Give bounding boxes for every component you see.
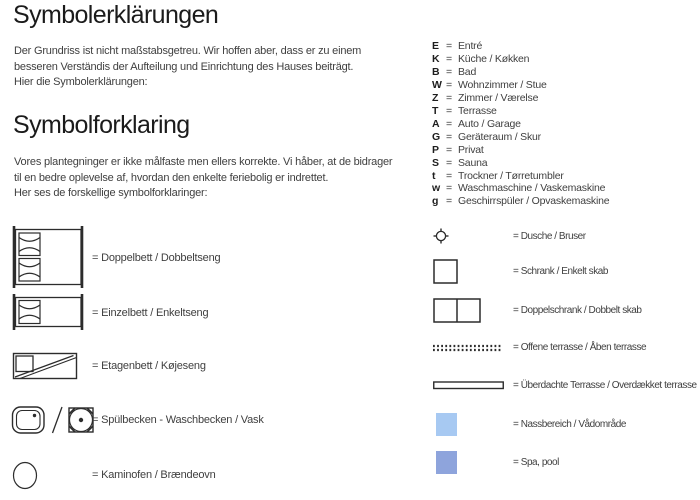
shower-icon [433,228,449,244]
wet-area-label: = Nassbereich / Vådområde [513,419,626,430]
german-line-1: Der Grundriss ist nicht maßstabsgetreu. Wir hoffen aber, dass er zu einem [14,45,362,57]
equals-sign: = [446,91,453,104]
code-row [432,40,609,53]
equals-sign: = [446,182,453,195]
danish-line-1: Vores plantegninger er ikke målfaste men ellers korrekte. Vi håber, at de bidrager [14,156,393,168]
german-paragraph [14,44,361,91]
code-desc: Privat [458,143,484,156]
room-code-list [432,40,609,208]
covered-terrace-icon [433,381,504,390]
sink-basin-icon [11,405,97,435]
code-desc: Wohnzimmer / Stue [458,78,547,91]
code-desc: Waschmaschine / Vaskemaskine [458,182,606,195]
equals-sign: = [446,156,453,169]
equals-sign: = [446,169,453,182]
code-row [432,53,609,66]
code-letter: S [432,156,440,169]
code-letter: Z [432,91,439,104]
code-letter: K [432,52,440,65]
equals-sign: = [446,104,453,117]
single-bed-icon [11,293,85,331]
double-bed-icon [11,225,85,289]
code-desc: Geschirrspüler / Opvaskemaskine [458,195,610,208]
code-desc: Küche / Køkken [458,52,530,65]
sink-basin-label: = Spülbecken - Waschbecken / Vask [92,414,264,426]
code-letter: B [432,65,440,78]
wood-stove-icon [12,461,39,490]
code-row [432,92,609,105]
code-letter: G [432,130,441,143]
code-desc: Terrasse [458,104,497,117]
equals-sign: = [446,143,453,156]
code-desc: Entré [458,40,483,52]
equals-sign: = [446,65,453,78]
german-line-3: Hier die Symbolerklärungen: [14,76,148,88]
code-letter: A [432,117,440,130]
code-row [432,105,609,118]
spa-pool-swatch [436,451,457,474]
code-desc: Geräteraum / Skur [458,130,541,143]
equals-sign: = [446,195,453,208]
code-letter: g [432,195,439,208]
single-cabinet-icon [433,259,458,284]
code-row [432,144,609,157]
open-terrace-label: = Offene terrasse / Åben terrasse [513,342,647,353]
code-row [432,79,609,92]
bunk-bed-icon [12,352,78,380]
wet-area-swatch [436,413,457,436]
code-desc: Zimmer / Værelse [458,91,539,104]
code-desc: Bad [458,65,477,78]
danish-line-2: til en bedre oplevelse af, hvordan den enkelte feriebolig er indrettet. [14,171,329,184]
code-row [432,131,609,144]
double-cabinet-icon [433,298,481,323]
code-letter: t [432,169,436,182]
code-letter: P [432,143,440,156]
covered-terrace-label: = Überdachte Terrasse / Overdækket terrasse [513,380,697,391]
spa-pool-label: = Spa, pool [513,457,559,468]
code-row [432,157,609,170]
code-desc: Trockner / Tørretumbler [458,169,564,182]
code-desc: Sauna [458,156,488,169]
double-bed-label: = Doppelbett / Dobbeltseng [92,252,221,264]
code-row [432,170,609,183]
equals-sign: = [446,78,453,91]
wood-stove-label: = Kaminofen / Brændeovn [92,469,216,481]
code-letter: w [432,182,441,195]
double-cabinet-label: = Doppelschrank / Dobbelt skab [513,305,642,316]
single-bed-label: = Einzelbett / Enkeltseng [92,307,209,319]
code-letter: E [432,40,440,52]
single-cabinet-label: = Schrank / Enkelt skab [513,266,608,277]
danish-title: Symbolforklaring [13,111,190,139]
equals-sign: = [446,117,453,130]
bunk-bed-label: = Etagenbett / Køjeseng [92,360,206,372]
equals-sign: = [446,130,453,143]
equals-sign: = [446,52,453,65]
code-letter: T [432,104,439,117]
german-line-2: besseren Verständis der Aufteilung und Einrichtung des Hauses beiträgt. [14,60,354,73]
equals-sign: = [446,40,453,52]
code-row [432,195,609,208]
open-terrace-icon [433,344,502,352]
code-row [432,182,609,195]
danish-line-3: Her ses de forskellige symbolforklaringer: [14,187,208,199]
german-title: Symbolerklärungen [13,1,219,29]
code-desc: Auto / Garage [458,117,521,130]
code-row [432,66,609,79]
code-row [432,118,609,131]
danish-paragraph [14,155,392,202]
code-letter: W [432,78,442,91]
shower-label: = Dusche / Bruser [513,231,586,242]
